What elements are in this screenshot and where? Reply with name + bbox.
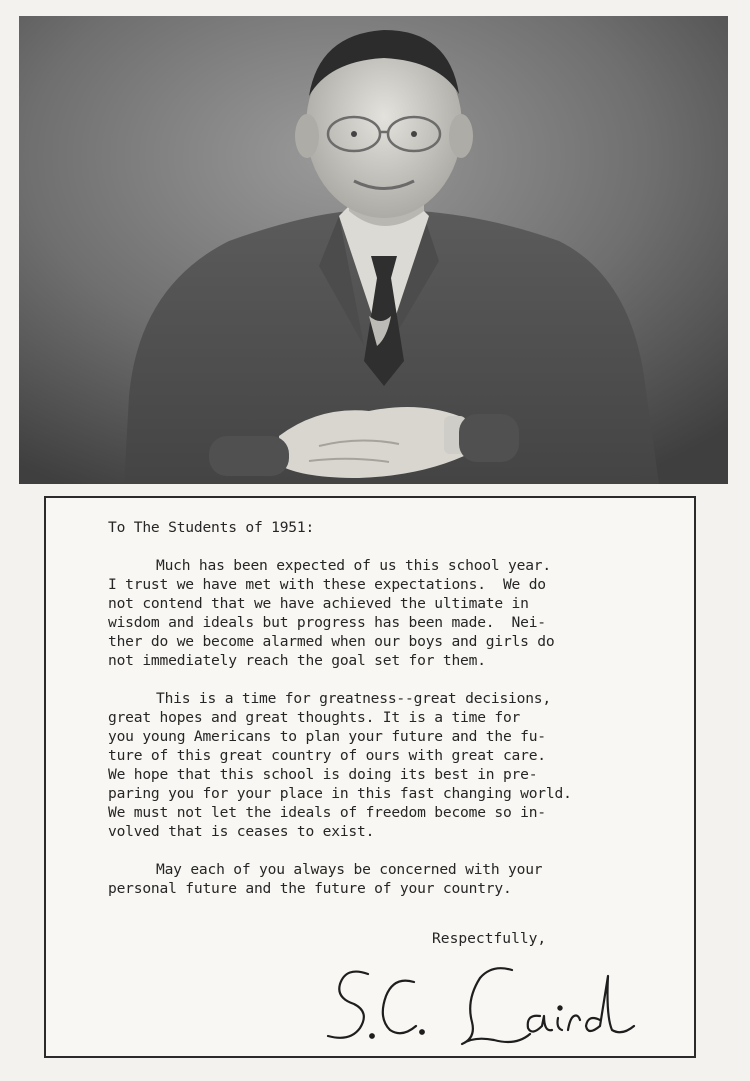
letter-line: volved that is ceases to exist. xyxy=(108,823,375,840)
letter-line: This is a time for greatness--great decisions, xyxy=(156,690,551,707)
letter-line: ther do we become alarmed when our boys and girls do xyxy=(108,633,555,650)
letter-salutation: To The Students of 1951: xyxy=(108,519,315,536)
signature-image xyxy=(316,956,646,1054)
letter-line: I trust we have met with these expectations. We do xyxy=(108,576,546,593)
letter-line: you young Americans to plan your future and the fu- xyxy=(108,728,546,745)
portrait-image xyxy=(19,16,728,484)
letter-line: wisdom and ideals but progress has been made. Nei- xyxy=(108,614,546,631)
letter-line: personal future and the future of your country. xyxy=(108,880,512,897)
letter-line: We hope that this school is doing its best in pre- xyxy=(108,766,538,783)
letter-line: ture of this great country of ours with great care. xyxy=(108,747,546,764)
letter-paragraph-3 xyxy=(108,860,668,898)
portrait-photo xyxy=(19,16,728,484)
letter-line: We must not let the ideals of freedom become so in- xyxy=(108,804,546,821)
signature-drawing xyxy=(316,956,646,1054)
letter-line: not immediately reach the goal set for them. xyxy=(108,652,486,669)
letter-line: May each of you always be concerned with your xyxy=(156,861,543,878)
letter-body xyxy=(108,518,668,917)
letter-line: Much has been expected of us this school year. xyxy=(156,557,551,574)
letter-box xyxy=(44,496,696,1058)
letter-line: paring you for your place in this fast changing world. xyxy=(108,785,572,802)
letter-paragraph-1 xyxy=(108,556,668,670)
letter-paragraph-2 xyxy=(108,689,668,841)
letter-closing: Respectfully, xyxy=(432,930,547,947)
letter-line: great hopes and great thoughts. It is a time for xyxy=(108,709,521,726)
letter-line: not contend that we have achieved the ultimate in xyxy=(108,595,529,612)
